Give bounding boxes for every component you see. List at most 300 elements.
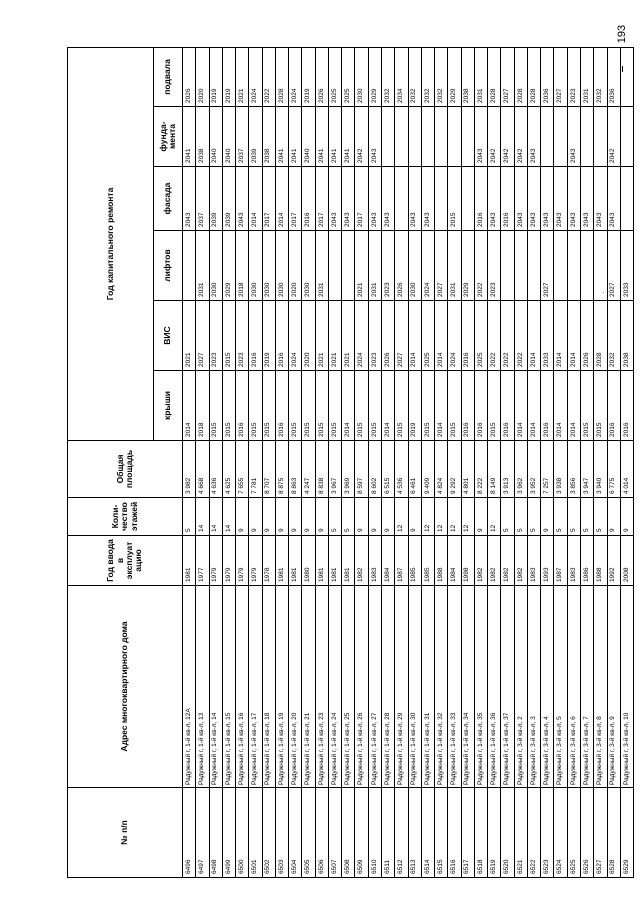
cell-year-built: 1981 [289,536,302,586]
cell-area: 8 863 [289,441,302,498]
cell-vis: 2032 [607,301,620,371]
cell-basement [620,47,633,106]
cell-address: Радужный г, 3-й кв-л, 5 [554,586,567,788]
cell-floors: 12 [421,498,434,536]
cell-elevators: 2018 [236,231,249,301]
cell-address: Радужный г, 3-й кв-л, 6 [567,586,580,788]
cell-facade: 2043 [183,167,196,231]
cell-roof: 2016 [541,371,554,441]
cell-number: 6508 [342,788,355,878]
cell-floors: 5 [527,498,540,536]
cell-roof: 2015 [209,371,222,441]
cell-floors: 9 [368,498,381,536]
page-number: 193 [616,24,628,44]
cell-basement: 2028 [275,47,288,106]
cell-facade [395,167,408,231]
cell-roof: 2014 [435,371,448,441]
header-address: Адрес многоквартирного дома [68,586,183,788]
cell-elevators: 2031 [368,231,381,301]
cell-area: 3 962 [514,441,527,498]
cell-area: 7 781 [249,441,262,498]
cell-area: 3 969 [342,441,355,498]
cell-floors: 5 [594,498,607,536]
cell-roof: 2014 [342,371,355,441]
cell-year-built: 1981 [183,536,196,586]
cell-area: 4 625 [222,441,235,498]
header-area: Общая площадь [68,441,183,498]
cell-facade [461,167,474,231]
cell-year-built: 1998 [461,536,474,586]
cell-floors: 9 [262,498,275,536]
cell-elevators [580,231,593,301]
cell-area: 4 801 [461,441,474,498]
cell-number: 6524 [554,788,567,878]
cell-elevators: 2029 [222,231,235,301]
cell-vis: 2016 [275,301,288,371]
cell-basement: 2027 [554,47,567,106]
cell-area: 7 257 [541,441,554,498]
cell-address: Радужный г, 1-й кв-л, 12А [183,586,196,788]
cell-number: 6502 [262,788,275,878]
cell-facade: 2017 [262,167,275,231]
table-row [236,47,249,877]
cell-facade: 2016 [501,167,514,231]
table-body [183,47,634,877]
cell-foundation: 2041 [342,107,355,167]
cell-floors: 5 [580,498,593,536]
cell-area: 8 875 [275,441,288,498]
cell-foundation [395,107,408,167]
cell-number: 6506 [315,788,328,878]
cell-basement: 2028 [488,47,501,106]
table-row [620,47,633,877]
cell-basement: 2023 [567,47,580,106]
cell-facade: 2015 [448,167,461,231]
cell-vis: 2014 [408,301,421,371]
cell-elevators: 2021 [355,231,368,301]
table-row [527,47,540,877]
cell-foundation: 2042 [514,107,527,167]
cell-vis: 2021 [342,301,355,371]
table-row [514,47,527,877]
table-row [408,47,421,877]
cell-elevators: 2033 [620,231,633,301]
cell-facade: 2043 [554,167,567,231]
table-row [395,47,408,877]
cell-year-built: 1981 [315,536,328,586]
cell-area: 8 602 [368,441,381,498]
cell-elevators [183,231,196,301]
cell-vis: 2020 [302,301,315,371]
cell-address: Радужный г, 1-й кв-л, 31 [421,586,434,788]
cell-facade [435,167,448,231]
cell-vis: 2014 [527,301,540,371]
cell-facade: 2043 [421,167,434,231]
cell-area: 3 856 [567,441,580,498]
cell-address: Радужный г, 1-й кв-л, 23 [315,586,328,788]
cell-foundation: 2042 [501,107,514,167]
cell-number: 6528 [607,788,620,878]
cell-elevators: 2030 [262,231,275,301]
cell-number: 6498 [209,788,222,878]
cell-address: Радужный г, 1-й кв-л, 19 [275,586,288,788]
cell-number: 6520 [501,788,514,878]
cell-year-built: 1983 [567,536,580,586]
table-row [448,47,461,877]
cell-roof: 2015 [395,371,408,441]
cell-basement: 2028 [527,47,540,106]
cell-floors: 5 [342,498,355,536]
cell-basement: 2024 [289,47,302,106]
cell-roof: 2015 [302,371,315,441]
cell-floors: 9 [381,498,394,536]
cell-foundation [435,107,448,167]
cell-number: 6518 [474,788,487,878]
cell-facade: 2043 [580,167,593,231]
cell-address: Радужный г, 3-й кв-л, 3 [527,586,540,788]
cell-floors: 5 [514,498,527,536]
cell-floors: 9 [607,498,620,536]
cell-foundation [448,107,461,167]
cell-number: 6499 [222,788,235,878]
cell-number: 6519 [488,788,501,878]
cell-elevators: 2023 [381,231,394,301]
cell-year-built: 1979 [249,536,262,586]
table-container [67,48,630,878]
cell-basement: 2031 [474,47,487,106]
cell-roof: 2016 [474,371,487,441]
cell-roof: 2015 [580,371,593,441]
cell-foundation [541,107,554,167]
cell-area: 8 149 [488,441,501,498]
cell-number: 6504 [289,788,302,878]
cell-roof: 2015 [315,371,328,441]
cell-area: 6 775 [607,441,620,498]
cell-area: 4 636 [209,441,222,498]
cell-roof: 2019 [408,371,421,441]
cell-year-built: 1986 [580,536,593,586]
cell-number: 6521 [514,788,527,878]
cell-vis: 2024 [289,301,302,371]
cell-basement: 2026 [183,47,196,106]
cell-address: Радужный г, 1-й кв-л, 27 [368,586,381,788]
cell-area: 4 668 [196,441,209,498]
cell-elevators: 2031 [315,231,328,301]
cell-roof: 2016 [236,371,249,441]
cell-basement: 2019 [209,47,222,106]
cell-year-built: 1981 [275,536,288,586]
cell-address: Радужный г, 1-й кв-л, 21 [302,586,315,788]
cell-number: 6505 [302,788,315,878]
cell-elevators: 2030 [302,231,315,301]
cell-year-built: 1978 [262,536,275,586]
cell-floors: 12 [435,498,448,536]
cell-vis: 2023 [209,301,222,371]
cell-facade: 2043 [514,167,527,231]
header-roof: крыши [154,371,183,441]
cell-basement: 2022 [262,47,275,106]
table-row [501,47,514,877]
cell-foundation [594,107,607,167]
cell-elevators: 2027 [607,231,620,301]
cell-number: 6526 [580,788,593,878]
cell-number: 6497 [196,788,209,878]
cell-number: 6510 [368,788,381,878]
table-row [302,47,315,877]
cell-vis: 2024 [448,301,461,371]
cell-roof: 2015 [262,371,275,441]
cell-year-built: 1983 [527,536,540,586]
cell-foundation: 2040 [302,107,315,167]
cell-vis: 2021 [315,301,328,371]
cell-floors: 12 [461,498,474,536]
cell-number: 6517 [461,788,474,878]
cell-number: 6500 [236,788,249,878]
cell-address: Радужный г, 1-й кв-л, 29 [395,586,408,788]
cell-floors: 9 [249,498,262,536]
cell-foundation: 2041 [328,107,341,167]
cell-elevators: 2030 [275,231,288,301]
cell-address: Радужный г, 3-й кв-л, 4 [541,586,554,788]
cell-basement: 2038 [461,47,474,106]
cell-address: Радужный г, 3-й кв-л, 2 [514,586,527,788]
table-row [275,47,288,877]
cell-address: Радужный г, 1-й кв-л, 26 [355,586,368,788]
cell-facade: 2043 [328,167,341,231]
cell-address: Радужный г, 1-й кв-л, 17 [249,586,262,788]
cell-elevators [501,231,514,301]
cell-address: Радужный г, 1-й кв-л, 36 [488,586,501,788]
cell-roof: 2018 [196,371,209,441]
cell-foundation: 2043 [527,107,540,167]
cell-facade: 2037 [196,167,209,231]
cell-area: 8 597 [355,441,368,498]
cell-foundation [554,107,567,167]
cell-year-built: 1982 [514,536,527,586]
table-row [381,47,394,877]
header-year-built: Год ввода в эксплуат ацию [68,536,183,586]
cell-roof: 2015 [289,371,302,441]
cell-elevators: 2027 [435,231,448,301]
cell-area: 3 913 [501,441,514,498]
table-row [249,47,262,877]
header-floors: Коли-чество этажей [68,498,183,536]
cell-elevators: 2022 [474,231,487,301]
cell-basement: 2032 [594,47,607,106]
cell-floors: 9 [474,498,487,536]
cell-vis: 2025 [421,301,434,371]
cell-floors: 9 [275,498,288,536]
cell-area: 4 014 [620,441,633,498]
cell-foundation: 2043 [474,107,487,167]
header-foundation: фунда-мента [154,107,183,167]
cell-year-built: 1993 [541,536,554,586]
cell-facade: 2017 [355,167,368,231]
cell-foundation: 2041 [275,107,288,167]
cell-roof: 2014 [567,371,580,441]
cell-basement: 2030 [355,47,368,106]
cell-number: 6513 [408,788,421,878]
cell-area: 6 461 [408,441,421,498]
cell-elevators: 2030 [249,231,262,301]
cell-facade: 2043 [567,167,580,231]
cell-area: 3 940 [594,441,607,498]
cell-area: 8 838 [315,441,328,498]
cell-roof: 2015 [594,371,607,441]
cell-basement: 2020 [196,47,209,106]
cell-year-built: 1979 [222,536,235,586]
cell-address: Радужный г, 1-й кв-л, 32 [435,586,448,788]
cell-floors: 14 [196,498,209,536]
cell-facade: 2043 [488,167,501,231]
cell-floors: 12 [488,498,501,536]
cell-facade [620,167,633,231]
table-row [421,47,434,877]
cell-vis: 2021 [183,301,196,371]
table-row [196,47,209,877]
cell-roof: 2014 [381,371,394,441]
cell-roof: 2016 [275,371,288,441]
cell-number: 6527 [594,788,607,878]
cell-area: 3 952 [527,441,540,498]
cell-roof: 2016 [607,371,620,441]
cell-address: Радужный г, 1-й кв-л, 16 [236,586,249,788]
cell-roof: 2015 [448,371,461,441]
cell-year-built: 1981 [328,536,341,586]
cell-area: 7 655 [236,441,249,498]
cell-floors: 9 [302,498,315,536]
cell-floors: 9 [408,498,421,536]
cell-basement: 2019 [302,47,315,106]
table-row [328,47,341,877]
cell-elevators [527,231,540,301]
cell-address: Радужный г, 3-й кв-л, 8 [594,586,607,788]
cell-number: 6514 [421,788,434,878]
table-row [474,47,487,877]
cell-facade: 2043 [594,167,607,231]
cell-floors: 12 [448,498,461,536]
cell-elevators [594,231,607,301]
cell-foundation: 2040 [222,107,235,167]
cell-elevators: 2030 [408,231,421,301]
table-row [607,47,620,877]
cell-vis: 2022 [488,301,501,371]
cell-floors: 5 [328,498,341,536]
cell-roof: 2015 [355,371,368,441]
cell-foundation [408,107,421,167]
table-row [461,47,474,877]
cell-elevators: 2026 [395,231,408,301]
cell-year-built: 1981 [342,536,355,586]
cell-address: Радужный г, 3-й кв-л, 10 [620,586,633,788]
header-basement: подвала [154,47,183,106]
cell-foundation: 2042 [488,107,501,167]
cell-floors: 9 [289,498,302,536]
cell-basement: 2032 [408,47,421,106]
cell-roof: 2015 [421,371,434,441]
cell-facade: 2014 [275,167,288,231]
cell-elevators: 2020 [289,231,302,301]
cell-elevators [567,231,580,301]
cell-basement: 2028 [514,47,527,106]
cell-facade: 2017 [315,167,328,231]
cell-roof: 2014 [183,371,196,441]
cell-area: 8 707 [262,441,275,498]
cell-foundation: 2042 [355,107,368,167]
cell-elevators [514,231,527,301]
cell-basement: 2024 [249,47,262,106]
cell-floors: 14 [209,498,222,536]
cell-foundation: 2038 [262,107,275,167]
table-row [554,47,567,877]
header-number: № п/п [68,788,183,878]
table-row [355,47,368,877]
cell-floors: 14 [222,498,235,536]
cell-basement: 2026 [315,47,328,106]
cell-address: Радужный г, 1-й кв-л, 20 [289,586,302,788]
cell-basement: 2021 [236,47,249,106]
table-row [435,47,448,877]
cell-foundation: 2040 [209,107,222,167]
cell-vis: 2026 [580,301,593,371]
cell-year-built: 1979 [209,536,222,586]
cell-floors: 9 [315,498,328,536]
cell-address: Радужный г, 1-й кв-л, 30 [408,586,421,788]
cell-vis: 2023 [236,301,249,371]
cell-vis: 2023 [368,301,381,371]
cell-floors: 5 [183,498,196,536]
cell-facade: 2043 [368,167,381,231]
cell-year-built: 1985 [408,536,421,586]
cell-address: Радужный г, 3-й кв-л, 7 [580,586,593,788]
cell-vis: 2016 [461,301,474,371]
cell-vis: 2015 [222,301,235,371]
cell-vis: 2014 [435,301,448,371]
cell-vis: 2026 [381,301,394,371]
cell-facade: 2017 [289,167,302,231]
header-elevators: лифтов [154,231,183,301]
cell-vis: 2022 [514,301,527,371]
cell-year-built: 1984 [381,536,394,586]
cell-year-built: 1984 [448,536,461,586]
table-row [580,47,593,877]
cell-year-built: 1980 [302,536,315,586]
cell-vis: 2033 [541,301,554,371]
cell-roof: 2016 [461,371,474,441]
cell-area: 4 536 [395,441,408,498]
cell-floors: 5 [567,498,580,536]
cell-address: Радужный г, 1-й кв-л, 14 [209,586,222,788]
cell-year-built: 1987 [395,536,408,586]
cell-floors: 12 [395,498,408,536]
cell-address: Радужный г, 1-й кв-л, 15 [222,586,235,788]
cell-vis: 2022 [501,301,514,371]
cell-year-built: 1988 [594,536,607,586]
cell-facade: 2039 [209,167,222,231]
cell-roof: 2015 [222,371,235,441]
table-row [594,47,607,877]
cell-foundation: 2043 [368,107,381,167]
cell-year-built: 1982 [474,536,487,586]
cell-basement: 2025 [328,47,341,106]
cell-roof: 2014 [554,371,567,441]
cell-area: 9 409 [421,441,434,498]
cell-facade: 2016 [302,167,315,231]
cell-address: Радужный г, 1-й кв-л, 13 [196,586,209,788]
cell-basement: 2027 [501,47,514,106]
cell-basement: 2029 [448,47,461,106]
cell-year-built: 1982 [355,536,368,586]
